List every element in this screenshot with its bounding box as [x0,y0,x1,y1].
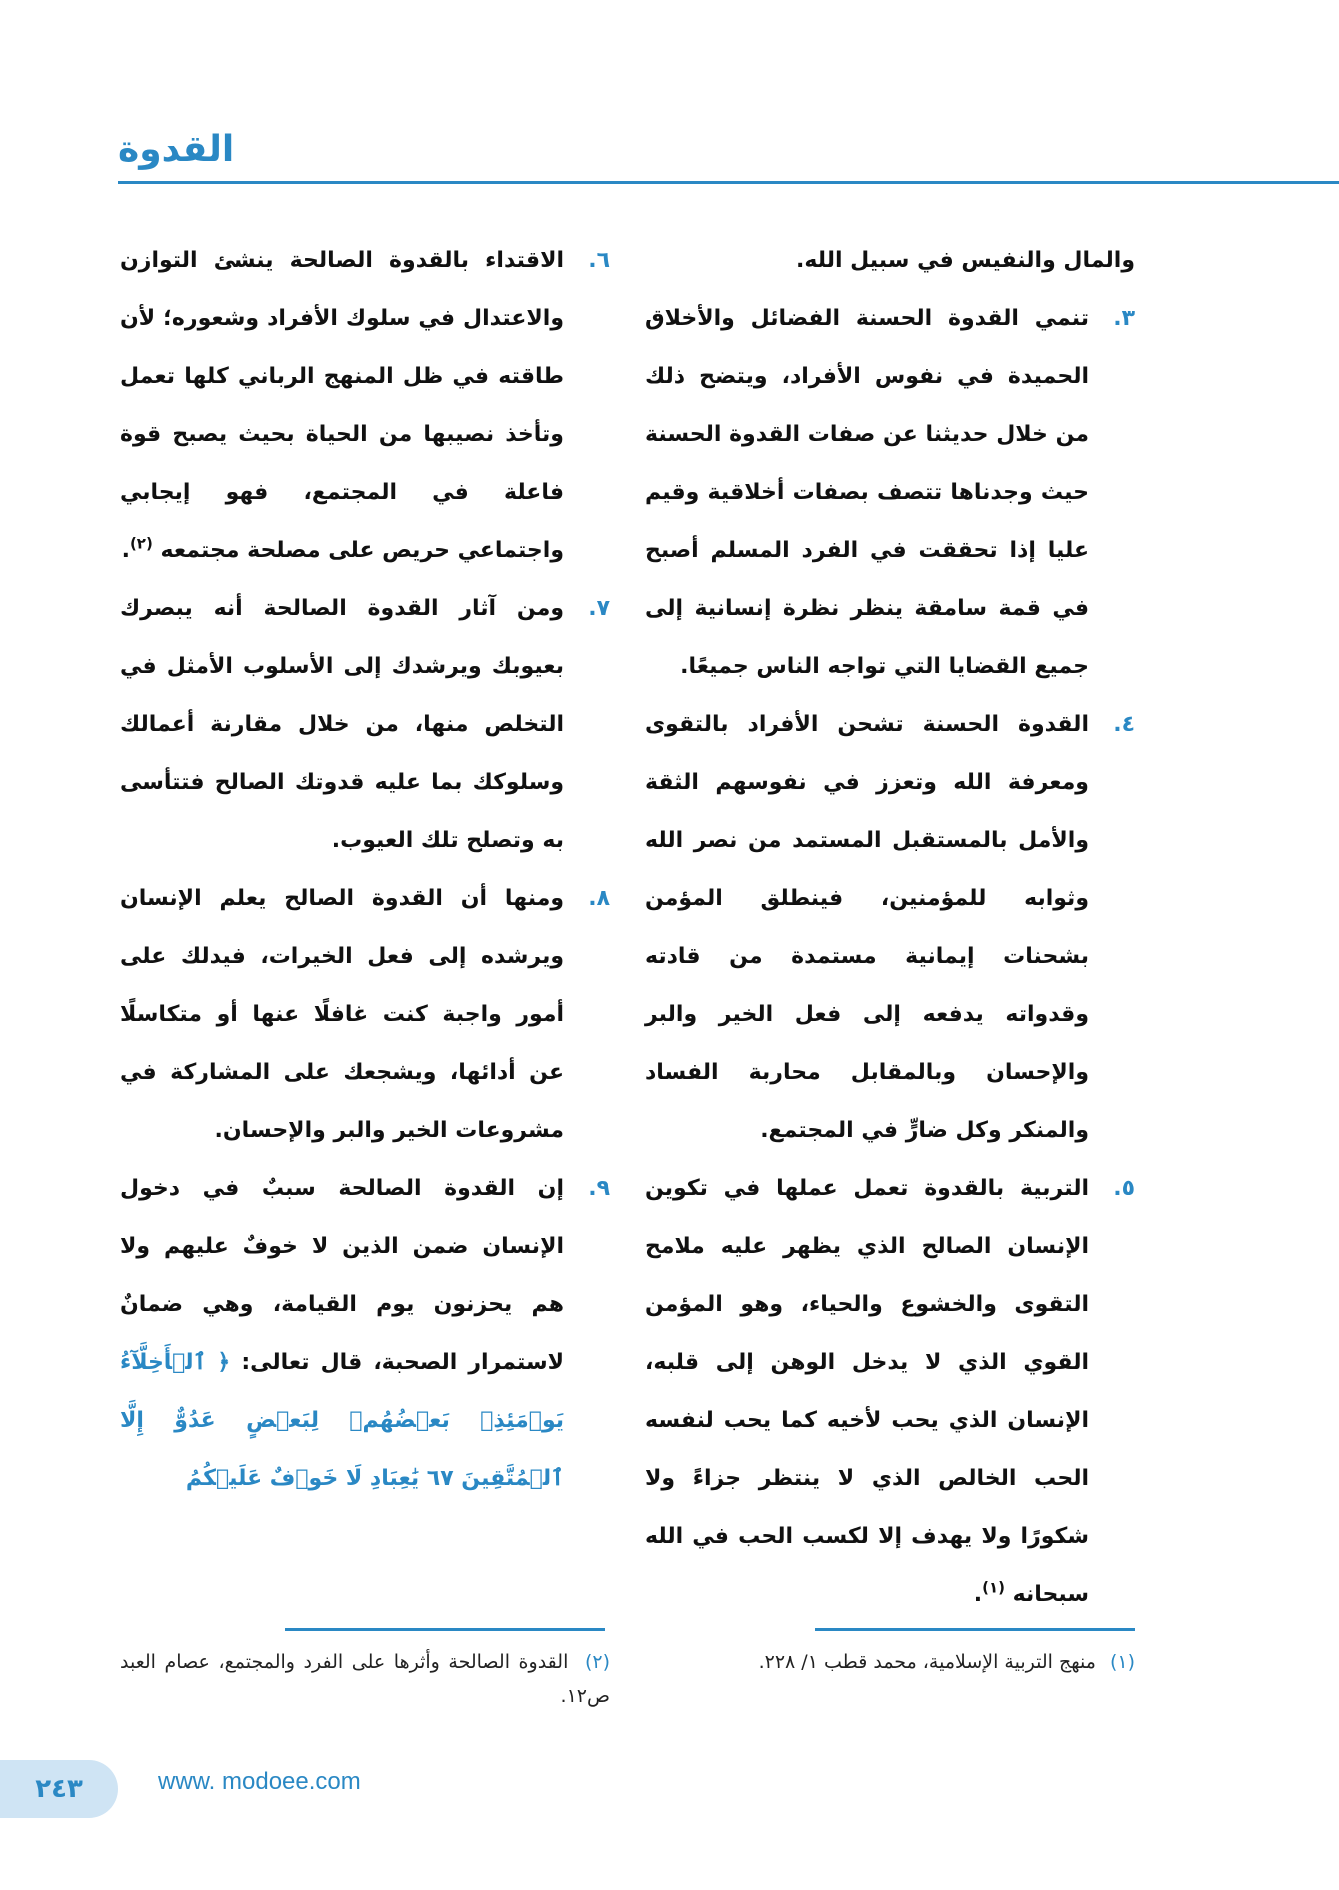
footnote-divider-left [285,1628,605,1631]
item-text: تنمي القدوة الحسنة الفضائل والأخلاق الحميدة في نفوس الأفراد، ويتضح ذلك من خلال حديثنا عن صفات القدوة الحسنة حيث وجدناها تتصف بصفات أخلاقية وقيم عليا إذا تحققت في الفرد المسلم أصبح في قمة سامقة ينظر نظرة إنسانية إلى جميع القضايا التي تواجه الناس جميعًا. [645,306,1089,679]
list-item-8 [120,870,610,1160]
footnote-number: (٢) [584,1651,610,1673]
page-number-badge: ٢٤٣ [0,1760,118,1818]
footnote-text: القدوة الصالحة وأثرها على الفرد والمجتمع، عصام العبد ص١٢. [120,1651,610,1707]
website-link[interactable]: www. modoee.com [158,1768,361,1795]
footnote-number: (١) [1109,1651,1135,1673]
item-number: ٧. [588,596,610,621]
footnote-1 [645,1645,1135,1679]
list-item-7 [120,580,610,870]
footnote-text: منهج التربية الإسلامية، محمد قطب ١/ ٢٢٨. [758,1651,1096,1673]
footnote-divider-right [815,1628,1135,1631]
list-item-6: ٦. الاقتداء بالقدوة الصالحة ينشئ التوازن والاعتدال في سلوك الأفراد وشعوره؛ لأن طاقته في ظل المنهج الرباني كلها تعمل وتأخذ نصيبها من الحياة بحيث يصبح قوة فاعلة في المجتمع، فهو إيجابي واجتماعي حريص على مصلحة مجتمعه $^{(٢)}$. [120,232,610,580]
quran-verse: ﴿ ٱلۡأَخِلَّآءُ يَوۡمَئِذِۭ بَعۡضُهُمۡ لِبَعۡضٍ عَدُوٌّ إِلَّا ٱلۡمُتَّقِينَ ٦٧ يَٰعِبَادِ لَا خَوۡفٌ عَلَيۡكُمُ [120,1350,564,1491]
item-number: ٥. [1113,1176,1135,1201]
right-column [645,232,1135,1624]
item-text: القدوة الحسنة تشحن الأفراد بالتقوى ومعرفة الله وتعزز في نفوسهم الثقة والأمل بالمستقبل المستمد من نصر الله وثوابه للمؤمنين، فينطلق المؤمن بشحنات إيمانية مستمدة من قادته وقدواته يدفعه إلى فعل الخير والبر والإحسان وبالمقابل محاربة الفساد والمنكر وكل ضارٍّ في المجتمع. [645,712,1089,1143]
item-number: ٩. [588,1176,610,1201]
item-text: التربية بالقدوة تعمل عملها في تكوين الإنسان الصالح الذي يظهر عليه ملامح التقوى والخشوع والحياء، وهو المؤمن القوي الذي لا يدخل الوهن إلى قلبه، الإنسان الذي يحب لأخيه كما يحب لنفسه الحب الخالص الذي لا ينتظر جزاءً ولا شكورًا ولا يهدف إلا لكسب الحب في الله سبحانه [645,1176,1089,1607]
left-column [120,232,610,1508]
footnote-ref-1[interactable]: (١) [982,1578,1005,1597]
continuation-text: والمال والنفيس في سبيل الله. [796,248,1135,273]
item-text: ومن آثار القدوة الصالحة أنه يبصرك بعيوبك ويرشدك إلى الأسلوب الأمثل في التخلص منها، من خلال مقارنة أعمالك وسلوكك بما عليه قدوتك الصالح فتتأسى به وتصلح تلك العيوب. [120,596,564,853]
item-number: ٤. [1113,712,1135,737]
item-number: ٨. [588,886,610,911]
item-number: ٣. [1113,306,1135,331]
page-title: القدوة [118,129,235,170]
header-divider [118,181,1339,184]
list-item-5: ٥. التربية بالقدوة تعمل عملها في تكوين الإنسان الصالح الذي يظهر عليه ملامح التقوى والخشوع والحياء، وهو المؤمن القوي الذي لا يدخل الوهن إلى قلبه، الإنسان الذي يحب لأخيه كما يحب لنفسه الحب الخالص الذي لا ينتظر جزاءً ولا شكورًا ولا يهدف إلا لكسب الحب في الله سبحانه $^{(١)}$. [645,1160,1135,1624]
item-text: الاقتداء بالقدوة الصالحة ينشئ التوازن والاعتدال في سلوك الأفراد وشعوره؛ لأن طاقته في ظل المنهج الرباني كلها تعمل وتأخذ نصيبها من الحياة بحيث يصبح قوة فاعلة في المجتمع، فهو إيجابي واجتماعي حريص على مصلحة مجتمعه [120,248,564,563]
footnote-2 [120,1645,610,1713]
list-item-3 [645,290,1135,696]
list-item-9 [120,1160,610,1508]
list-item-4 [645,696,1135,1160]
item-list-left [120,232,610,1508]
item-number: ٦. [588,248,610,273]
item-text: إن القدوة الصالحة سببٌ في دخول الإنسان ضمن الذين لا خوفٌ عليهم ولا هم يحزنون يوم القيامة، وهي ضمانٌ لاستمرار الصحبة، قال تعالى: [120,1176,564,1375]
footnote-ref-2[interactable]: (٢) [129,534,153,553]
item-list-right [645,290,1135,1624]
item-text: ومنها أن القدوة الصالح يعلم الإنسان ويرشده إلى فعل الخيرات، فيدلك على أمور واجبة كنت غافلًا عنها أو متكاسلًا عن أدائها، ويشجعك على المشاركة في مشروعات الخير والبر والإحسان. [120,886,564,1143]
